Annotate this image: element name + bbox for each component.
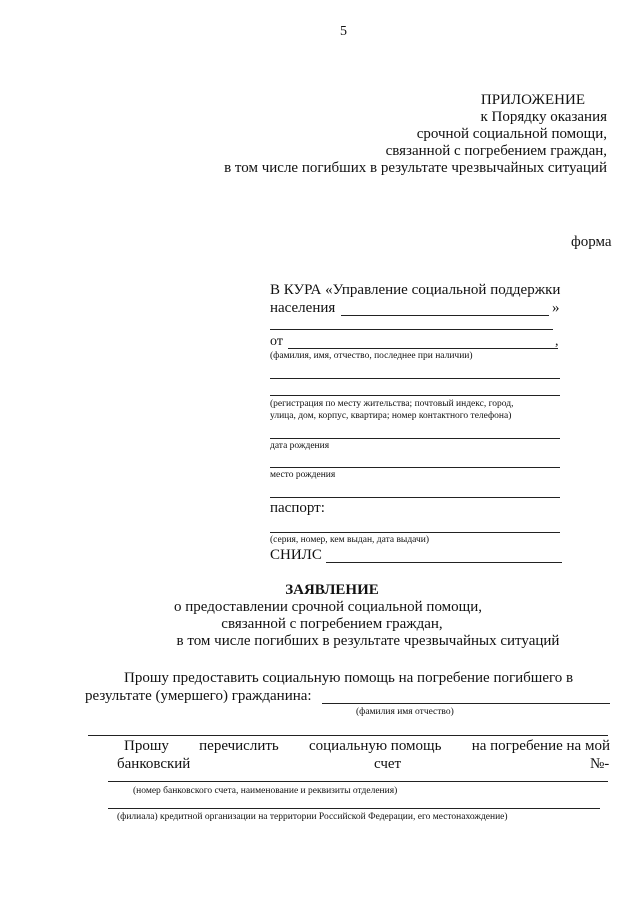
passport-caption: (серия, номер, кем выдан, дата выдачи) [270,535,430,545]
registration-field-2[interactable] [270,395,560,396]
blank-line[interactable] [88,735,608,736]
addressee-line-2-end: » [552,300,560,316]
from-comma: , [555,334,559,349]
request-word: социальную помощь [309,738,442,754]
request-word: счет [374,756,402,772]
birth-place-field[interactable] [270,467,560,468]
department-name-field[interactable] [341,315,549,316]
appendix-line: связанной с погребением граждан, [385,143,607,159]
request-word: на погребение на мой [471,738,610,754]
passport-label: паспорт: [270,500,325,516]
birth-date-caption: дата рождения [270,441,330,451]
bank-account-field[interactable] [108,781,608,782]
statement-subtitle: связанной с погребением граждан, [221,616,443,632]
page-number: 5 [340,24,347,39]
request-word: банковский [117,756,191,772]
birth-date-field[interactable] [270,438,560,439]
snils-label: СНИЛС [270,547,322,563]
registration-caption: (регистрация по месту жительства; почтовый индекс, город, [270,399,514,409]
passport-field[interactable] [270,532,560,533]
request-word: Прошу [124,738,169,754]
addressee-line-1: В КУРА «Управление социальной поддержки [270,282,561,298]
name-caption: (фамилия, имя, отчество, последнее при наличии) [270,351,473,361]
registration-caption: улица, дом, корпус, квартира; номер контактного телефона) [270,411,512,421]
birth-place-caption: место рождения [270,470,336,480]
deceased-caption: (фамилия имя отчество) [356,707,454,717]
addressee-line-2-start: населения [270,300,336,316]
snils-field[interactable] [326,562,562,563]
blank-line[interactable] [270,329,553,330]
request-word: перечислить [199,738,279,754]
appendix-line: срочной социальной помощи, [416,126,607,142]
request-line: результате (умершего) гражданина: [85,688,312,704]
appendix-line: в том числе погибших в результате чрезвычайных ситуаций [224,160,607,176]
bank-branch-field[interactable] [108,808,600,809]
bank-caption: (филиала) кредитной организации на территории Российской Федерации, его местонахождение) [117,812,508,822]
request-2-line-1 [124,738,610,755]
from-label: от [270,334,283,349]
request-word: №- [590,756,610,772]
appendix-block [87,92,607,177]
form-label: форма [571,234,612,250]
registration-field-1[interactable] [270,378,560,379]
deceased-name-field[interactable] [322,703,610,704]
blank-line[interactable] [270,497,560,498]
appendix-title: ПРИЛОЖЕНИЕ [480,92,585,108]
statement-title: ЗАЯВЛЕНИЕ [285,582,379,598]
bank-caption: (номер банковского счета, наименование и реквизиты отделения) [133,786,398,796]
request-line: Прошу предоставить социальную помощь на погребение погибшего в [124,670,574,686]
statement-subtitle: о предоставлении срочной социальной помощи, [174,599,482,615]
appendix-line: к Порядку оказания [480,109,607,125]
applicant-name-field[interactable] [288,348,558,349]
statement-subtitle: в том числе погибших в результате чрезвычайных ситуаций [176,633,560,649]
